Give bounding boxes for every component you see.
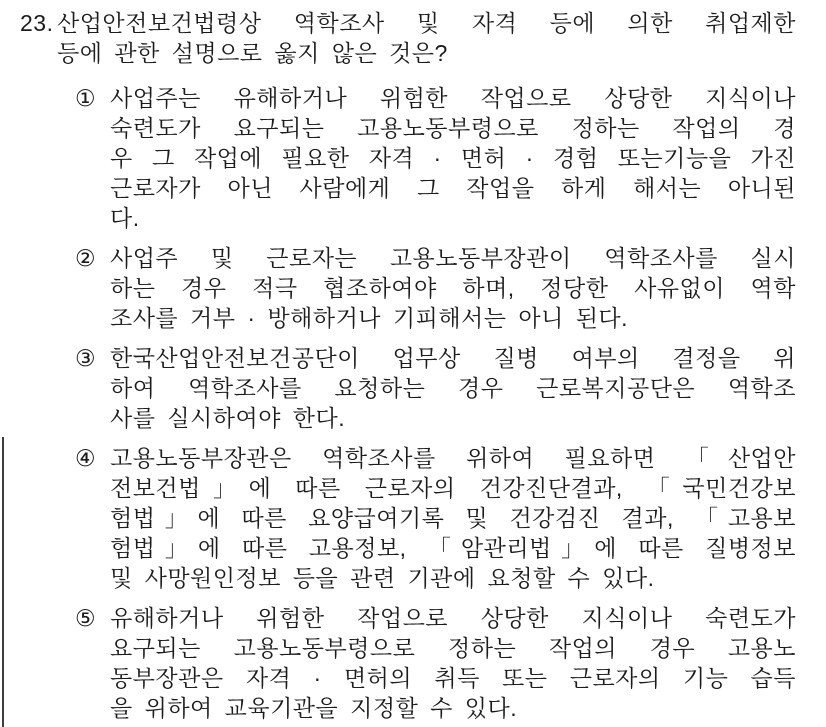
choice-text-line: 을 위하여 교육기관을 지정할 수 있다. bbox=[110, 695, 518, 721]
choice-text-line: 근로자가 아닌 사람에게 그 작업을 하게 해서는 아니된 bbox=[110, 175, 796, 201]
choice-2-text bbox=[110, 243, 796, 333]
answer-choices bbox=[75, 83, 796, 723]
choice-3-marker: ③ bbox=[75, 345, 97, 371]
choice-text-line: 전보건법」에 따른 근로자의 건강진단결과, 「국민건강보 bbox=[110, 475, 796, 501]
choice-1-text bbox=[110, 83, 796, 233]
choice-text-line: 다. bbox=[110, 205, 140, 231]
question-block bbox=[20, 8, 796, 68]
choice-text-line: 요구되는 고용노동부령으로 정하는 작업의 경우 고용노 bbox=[110, 635, 796, 661]
choice-text-line: 험법」에 따른 고용정보, 「암관리법」에 따른 질병정보 bbox=[110, 535, 796, 561]
choice-text-line: 유해하거나 위험한 작업으로 상당한 지식이나 숙련도가 bbox=[110, 605, 796, 631]
choice-4 bbox=[75, 443, 796, 593]
choice-text-line: 한국산업안전보건공단이 업무상 질병 여부의 결정을 위 bbox=[110, 345, 796, 371]
choice-text-line: 동부장관은 자격 · 면허의 취득 또는 근로자의 기능 습득 bbox=[110, 665, 796, 691]
question-text-line: 산업안전보건법령상 역학조사 및 자격 등에 의한 취업제한 bbox=[57, 10, 796, 36]
question-number: 23. bbox=[20, 10, 54, 36]
choice-2 bbox=[75, 243, 796, 333]
choice-text-line: 우 그 작업에 필요한 자격 · 면허 · 경험 또는기능을 가진 bbox=[110, 145, 796, 171]
choice-text-line: 및 사망원인정보 등을 관련 기관에 요청할 수 있다. bbox=[110, 565, 655, 591]
question-text bbox=[57, 8, 796, 68]
choice-text-line: 조사를 거부 · 방해하거나 기피해서는 아니 된다. bbox=[110, 305, 629, 331]
choice-4-text bbox=[110, 443, 796, 593]
choice-3-text bbox=[110, 343, 796, 433]
choice-2-marker: ② bbox=[75, 245, 97, 271]
choice-text-line: 고용노동부장관은 역학조사를 위하여 필요하면 「산업안 bbox=[110, 445, 796, 471]
choice-5 bbox=[75, 603, 796, 723]
choice-1-marker: ① bbox=[75, 85, 97, 111]
choice-text-line: 험법」에 따른 요양급여기록 및 건강검진 결과, 「고용보 bbox=[110, 505, 796, 531]
choice-text-line: 사를 실시하여야 한다. bbox=[110, 405, 346, 431]
choice-text-line: 사업주는 유해하거나 위험한 작업으로 상당한 지식이나 bbox=[110, 85, 796, 111]
choice-3 bbox=[75, 343, 796, 433]
choice-5-text bbox=[110, 603, 796, 723]
choice-1 bbox=[75, 83, 796, 233]
choice-text-line: 하는 경우 적극 협조하여야 하며, 정당한 사유없이 역학 bbox=[110, 275, 796, 301]
left-margin-rule bbox=[2, 437, 4, 727]
choice-text-line: 숙련도가 요구되는 고용노동부령으로 정하는 작업의 경 bbox=[110, 115, 796, 141]
question-text-line: 등에 관한 설명으로 옳지 않은 것은? bbox=[57, 40, 448, 66]
choice-text-line: 사업주 및 근로자는 고용노동부장관이 역학조사를 실시 bbox=[110, 245, 796, 271]
choice-4-marker: ④ bbox=[75, 445, 97, 471]
choice-5-marker: ⑤ bbox=[75, 605, 97, 631]
choice-text-line: 하여 역학조사를 요청하는 경우 근로복지공단은 역학조 bbox=[110, 375, 796, 401]
